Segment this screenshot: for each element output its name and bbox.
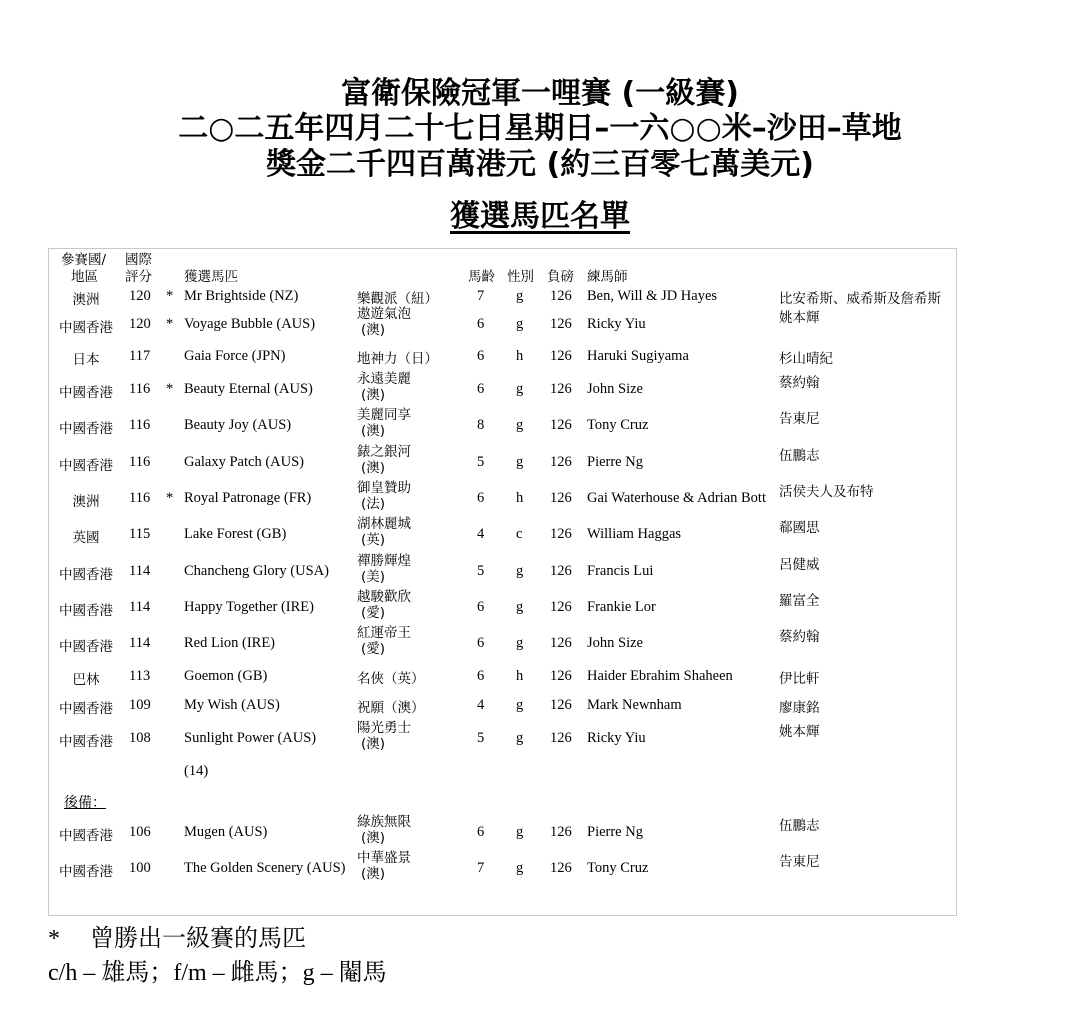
weight: 126 [550, 417, 572, 433]
rating: 116 [129, 490, 151, 506]
horse-name-cn-origin: (法) [361, 496, 386, 512]
trainer-cn: 廖康銘 [779, 700, 820, 716]
horse-name-cn-main: 御皇贊助 [357, 480, 411, 496]
race-prize: 獎金二千四百萬港元 (約三百零七萬美元) [266, 147, 814, 182]
country: 中國香港 [59, 385, 113, 401]
header-country-line1: 參賽國/ [61, 252, 107, 268]
horse-name-cn-main: 綠族無限 [357, 814, 411, 830]
age: 6 [477, 348, 485, 364]
horse-name: Happy Together (IRE) [184, 599, 314, 615]
sex: c [516, 526, 523, 542]
header-horse: 獲選馬匹 [184, 269, 238, 285]
age: 6 [477, 824, 485, 840]
sex: h [516, 348, 524, 364]
age: 8 [477, 417, 485, 433]
weight: 126 [550, 860, 572, 876]
sex: g [516, 316, 524, 332]
rating: 109 [129, 697, 151, 713]
horse-name-cn-origin: (澳) [361, 387, 386, 403]
trainer-cn: 杉山晴紀 [779, 351, 833, 367]
country: 中國香港 [59, 701, 113, 717]
reserve-label: 後備： [64, 795, 106, 811]
horse-name-cn [357, 553, 411, 585]
entries-panel [48, 248, 957, 916]
weight: 126 [550, 635, 572, 651]
sex-code-ch: c/h – [48, 960, 102, 986]
horse-name: Mr Brightside (NZ) [184, 288, 299, 304]
header-rating-line1: 國際 [125, 252, 152, 268]
horse-name-cn-origin: (澳) [361, 736, 386, 752]
list-subtitle: 獲選馬匹名單 [450, 199, 630, 234]
race-date-distance: 二○二五年四月二十七日星期日–一六○○米–沙田–草地 [178, 111, 902, 146]
horse-name-cn [357, 850, 411, 882]
horse-name-cn-origin: (美) [361, 569, 386, 585]
horse-name: Galaxy Patch (AUS) [184, 454, 305, 470]
country: 澳洲 [72, 494, 100, 510]
count-note: (14) [184, 763, 209, 779]
weight: 126 [550, 563, 572, 579]
horse-name: Mugen (AUS) [184, 824, 268, 840]
header-country-line2: 地區 [71, 269, 98, 285]
sex-text-ch: 雄馬； [101, 958, 174, 986]
trainer: William Haggas [587, 526, 682, 542]
horse-name-cn-main: 中華盛景 [357, 850, 411, 866]
horse-name-cn: 名俠（英） [357, 671, 425, 687]
trainer: Mark Newnham [587, 697, 682, 713]
country: 中國香港 [59, 864, 113, 880]
weight: 126 [550, 730, 572, 746]
horse-name-cn-origin: (澳) [361, 322, 386, 338]
age: 5 [477, 730, 485, 746]
weight: 126 [550, 668, 572, 684]
horse-name-cn-main: 永遠美麗 [357, 371, 411, 387]
horse-name: Beauty Joy (AUS) [184, 417, 292, 433]
horse-name-cn-main: 美麗同享 [357, 407, 411, 423]
trainer: Frankie Lor [587, 599, 656, 615]
horse-name-cn [357, 814, 411, 846]
trainer-cn: 伍鵬志 [779, 448, 820, 464]
horse-name-cn-main: 禪勝輝煌 [357, 553, 411, 569]
horse-name-cn-main: 紅運帝王 [357, 625, 411, 641]
trainer: Ricky Yiu [587, 730, 646, 746]
weight: 126 [550, 697, 572, 713]
country: 中國香港 [59, 828, 113, 844]
age: 5 [477, 454, 485, 470]
trainer: Haider Ebrahim Shaheen [587, 668, 733, 684]
country: 中國香港 [59, 603, 113, 619]
footnote-star: * [48, 926, 60, 952]
header-weight: 負磅 [547, 269, 574, 285]
sex: g [516, 454, 524, 470]
trainer-cn: 郗國思 [779, 520, 820, 536]
horse-name-cn-main: 湖林麗城 [357, 516, 411, 532]
trainer-cn: 告東尼 [779, 854, 820, 870]
country: 英國 [72, 530, 100, 546]
age: 4 [477, 526, 485, 542]
horse-name-cn-origin: (澳) [361, 830, 386, 846]
rating: 120 [129, 288, 151, 304]
weight: 126 [550, 288, 572, 304]
horse-name-cn [357, 407, 411, 439]
age: 5 [477, 563, 485, 579]
rating: 106 [129, 824, 151, 840]
footnote-star-text: 曾勝出一級賽的馬匹 [90, 924, 306, 952]
horse-name: My Wish (AUS) [184, 697, 280, 713]
country: 中國香港 [59, 639, 113, 655]
horse-name-cn [357, 625, 411, 657]
horse-name-cn-main: 錶之銀河 [357, 444, 411, 460]
country: 中國香港 [59, 320, 113, 336]
header-age: 馬齡 [468, 269, 495, 285]
age: 6 [477, 668, 485, 684]
sex: g [516, 697, 524, 713]
horse-name-cn [357, 720, 411, 752]
horse-name-cn [357, 371, 411, 403]
rating: 100 [129, 860, 151, 876]
horse-name-cn [357, 480, 411, 512]
header-trainer: 練馬師 [587, 269, 628, 285]
star-marker: * [166, 490, 174, 506]
horse-name: Goemon (GB) [184, 668, 268, 684]
trainer-cn: 蔡約翰 [779, 375, 820, 391]
trainer: Ricky Yiu [587, 316, 646, 332]
rating: 116 [129, 381, 151, 397]
trainer: Francis Lui [587, 563, 654, 579]
sex: h [516, 668, 524, 684]
sex: g [516, 824, 524, 840]
age: 6 [477, 381, 485, 397]
horse-name-cn-main: 陽光勇士 [357, 720, 411, 736]
weight: 126 [550, 490, 572, 506]
trainer-cn: 伊比軒 [779, 671, 820, 687]
horse-name: Gaia Force (JPN) [184, 348, 286, 364]
trainer: John Size [587, 635, 643, 651]
sex-code-fm: f/m – [173, 960, 231, 986]
weight: 126 [550, 526, 572, 542]
weight: 126 [550, 348, 572, 364]
trainer: Gai Waterhouse & Adrian Bott [587, 490, 766, 506]
country: 中國香港 [59, 567, 113, 583]
rating: 108 [129, 730, 151, 746]
trainer-cn: 蔡約翰 [779, 629, 820, 645]
trainer-cn: 伍鵬志 [779, 818, 820, 834]
rating: 117 [129, 348, 151, 364]
age: 6 [477, 599, 485, 615]
horse-name: Beauty Eternal (AUS) [184, 381, 313, 397]
trainer-cn: 告東尼 [779, 411, 820, 427]
horse-name: Lake Forest (GB) [184, 526, 287, 542]
horse-name-cn [357, 589, 411, 621]
header-rating-line2: 評分 [125, 269, 152, 285]
trainer-cn: 比安希斯、威希斯及詹希斯 [779, 291, 941, 307]
horse-name-cn [357, 516, 411, 548]
header-sex: 性別 [507, 269, 534, 285]
rating: 114 [129, 599, 151, 615]
horse-name-cn-main: 遨遊氣泡 [357, 306, 411, 322]
horse-name-cn: 樂觀派（紐） [357, 291, 438, 307]
sex: g [516, 730, 524, 746]
country: 中國香港 [59, 421, 113, 437]
trainer: Tony Cruz [587, 417, 649, 433]
sex: g [516, 563, 524, 579]
rating: 114 [129, 635, 151, 651]
horse-name-cn-main: 越駿歡欣 [357, 589, 411, 605]
sex: g [516, 381, 524, 397]
footnote-sex-codes [48, 952, 387, 987]
horse-name: Red Lion (IRE) [184, 635, 276, 651]
horse-name-cn-origin: (澳) [361, 460, 386, 476]
weight: 126 [550, 824, 572, 840]
trainer-cn: 活侯夫人及布特 [779, 484, 874, 500]
country: 日本 [72, 352, 100, 368]
horse-name-cn-origin: (英) [361, 532, 386, 548]
trainer: Ben, Will & JD Hayes [587, 288, 718, 304]
rating: 115 [129, 526, 151, 542]
trainer-cn: 姚本輝 [779, 724, 820, 740]
country: 巴林 [72, 672, 100, 688]
trainer: Tony Cruz [587, 860, 649, 876]
horse-name: The Golden Scenery (AUS) [184, 860, 346, 876]
star-marker: * [166, 316, 174, 332]
sex-text-fm: 雌馬； [230, 958, 303, 986]
horse-name-cn-origin: (愛) [361, 605, 386, 621]
trainer: Pierre Ng [587, 454, 643, 470]
trainer: Haruki Sugiyama [587, 348, 689, 364]
country: 中國香港 [59, 734, 113, 750]
horse-name: Chancheng Glory (USA) [184, 563, 329, 579]
sex: g [516, 417, 524, 433]
rating: 116 [129, 417, 151, 433]
horse-name-cn [357, 306, 411, 338]
sex: g [516, 599, 524, 615]
age: 6 [477, 490, 485, 506]
sex-text-g: 閹馬 [338, 958, 387, 986]
horse-name: Sunlight Power (AUS) [184, 730, 317, 746]
race-title: 富衛保險冠軍一哩賽 (一級賽) [341, 76, 739, 111]
weight: 126 [550, 599, 572, 615]
age: 7 [477, 288, 485, 304]
trainer-cn: 羅富全 [779, 593, 820, 609]
horse-name-cn-origin: (愛) [361, 641, 386, 657]
horse-name: Voyage Bubble (AUS) [184, 316, 316, 332]
country: 澳洲 [72, 292, 100, 308]
rating: 113 [129, 668, 151, 684]
country: 中國香港 [59, 458, 113, 474]
age: 7 [477, 860, 485, 876]
horse-name-cn: 地神力（日） [357, 351, 438, 367]
horse-name-cn [357, 444, 411, 476]
weight: 126 [550, 316, 572, 332]
rating: 120 [129, 316, 151, 332]
age: 6 [477, 635, 485, 651]
horse-name-cn-origin: (澳) [361, 423, 386, 439]
trainer-cn: 姚本輝 [779, 310, 820, 326]
rating: 116 [129, 454, 151, 470]
sex: g [516, 635, 524, 651]
star-marker: * [166, 288, 174, 304]
horse-name: Royal Patronage (FR) [184, 490, 312, 506]
sex: g [516, 288, 524, 304]
trainer: John Size [587, 381, 643, 397]
age: 4 [477, 697, 485, 713]
weight: 126 [550, 381, 572, 397]
horse-name-cn: 祝願（澳） [357, 700, 425, 716]
footnote-group1 [48, 918, 306, 953]
trainer: Pierre Ng [587, 824, 643, 840]
sex: g [516, 860, 524, 876]
horse-name-cn-origin: (澳) [361, 866, 386, 882]
sex-code-g: g – [302, 960, 339, 986]
age: 6 [477, 316, 485, 332]
weight: 126 [550, 454, 572, 470]
star-marker: * [166, 381, 174, 397]
trainer-cn: 呂健威 [779, 557, 820, 573]
sex: h [516, 490, 524, 506]
rating: 114 [129, 563, 151, 579]
